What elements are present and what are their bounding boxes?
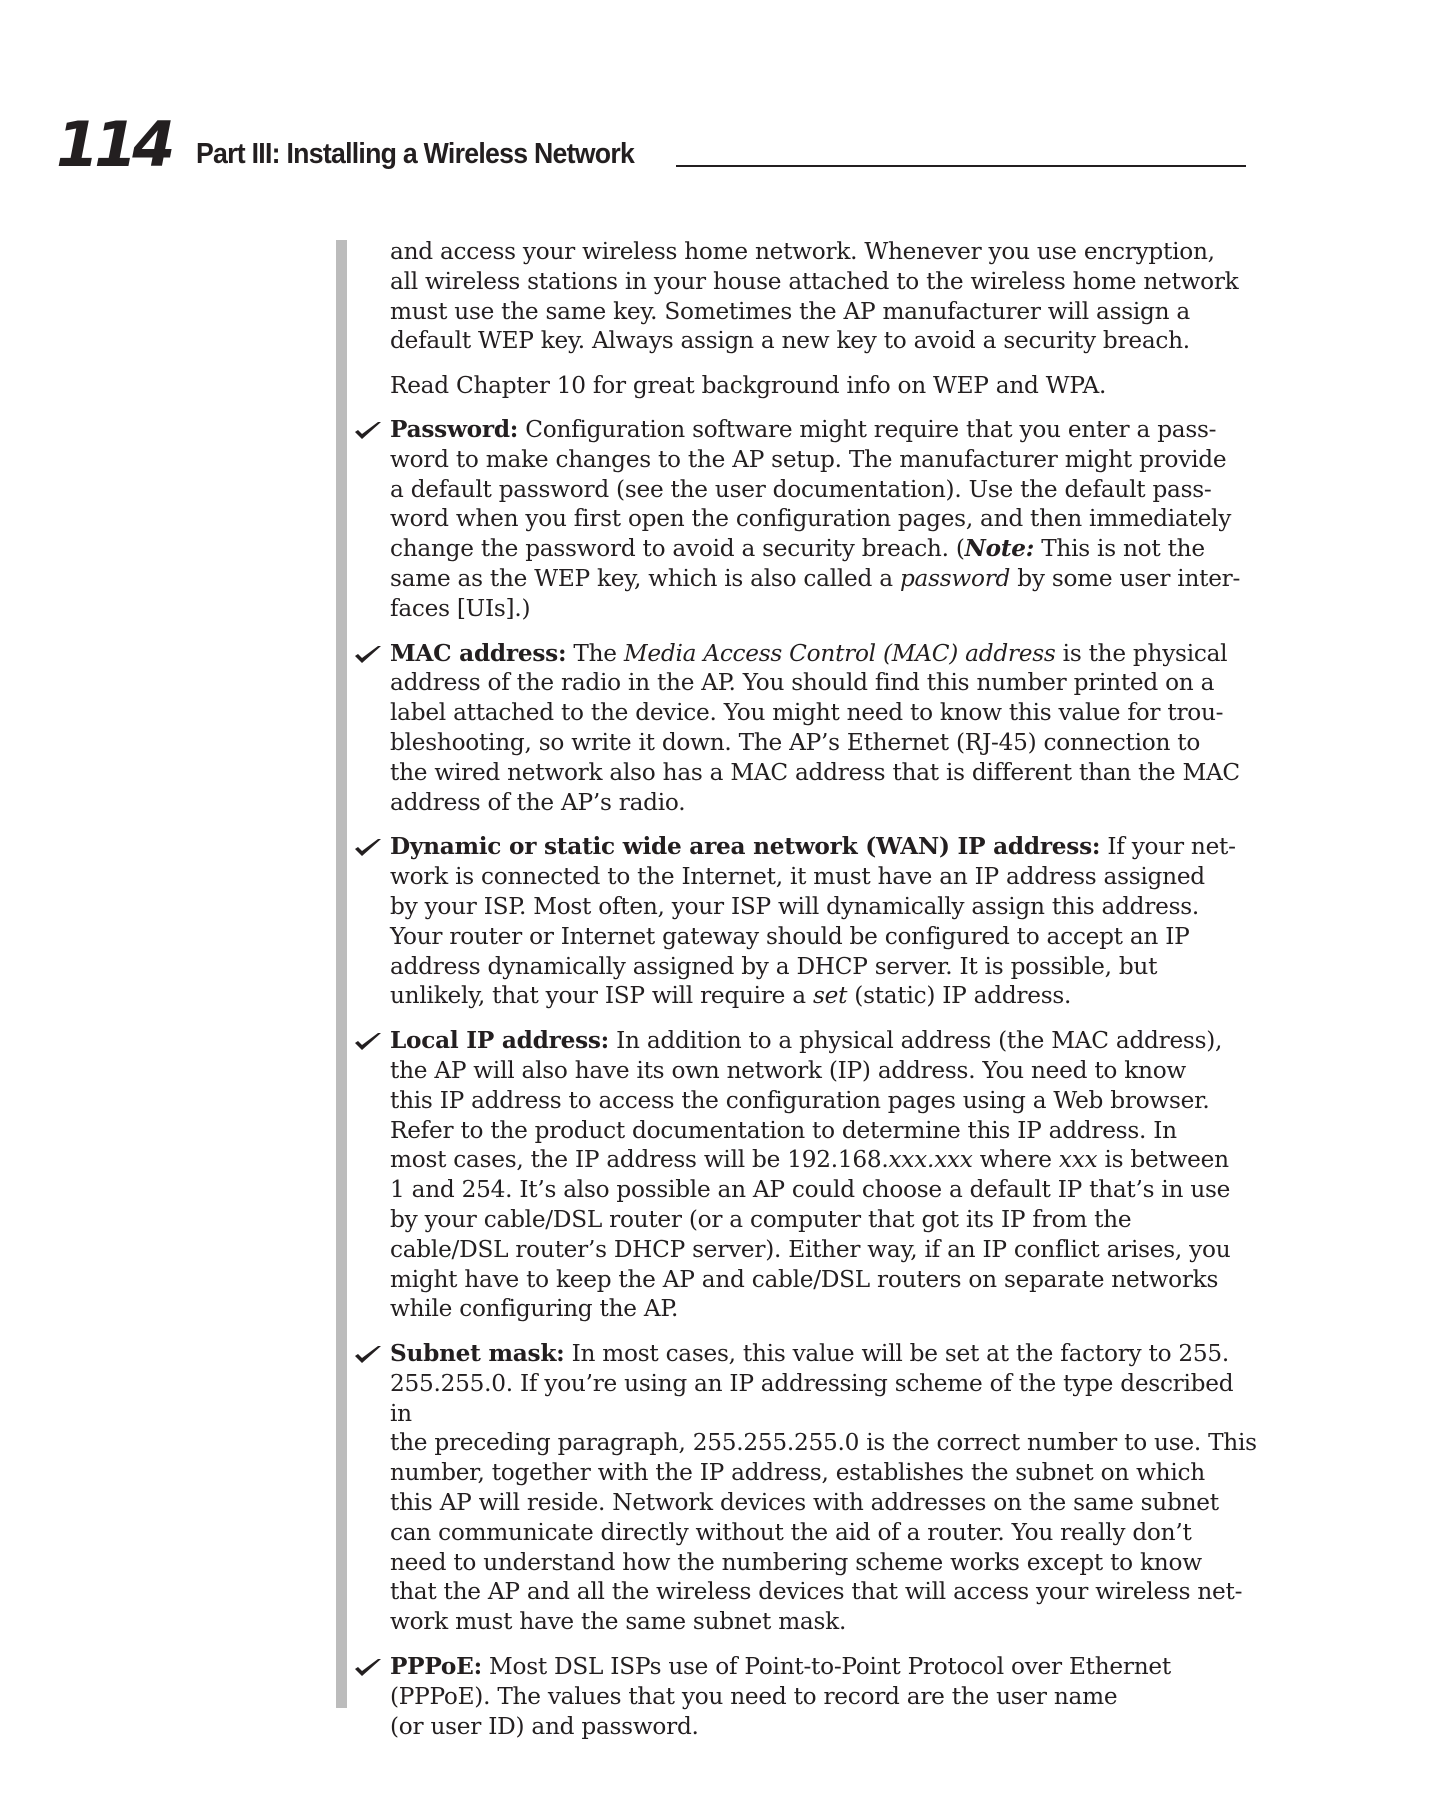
chapter-reference: Read Chapter 10 for great background info on WEP and WPA. — [390, 372, 1107, 400]
sidebar-bar — [336, 240, 347, 1708]
checkmark-icon — [354, 838, 382, 858]
checkmark-icon — [354, 1032, 382, 1052]
running-head — [196, 140, 1246, 169]
list-item-subnet-mask: Subnet mask: In most cases, this value will be set at the factory to 255. 255.255.0. If you’re using an IP addressing scheme of the type described in the preceding paragraph, 255.255.255.0 is the correct number to use. This number, together with the IP address, establishes the subnet on which this AP will reside. Network devices with addresses on the same subnet can communicate directly without the aid of a router. You really don’t need to understand how the numbering scheme works except to know that the AP and all the wireless devices that will access your wireless net- work must have the same subnet mask. — [390, 1339, 1260, 1637]
term: Subnet mask: — [390, 1340, 565, 1368]
term: Local IP address: — [390, 1027, 609, 1055]
bullet-list — [390, 415, 1260, 1741]
note-label: Note: — [964, 535, 1035, 563]
checkmark-icon — [354, 645, 382, 665]
term: Dynamic or static wide area network (WAN) IP address: — [390, 833, 1101, 861]
intro-paragraph: and access your wireless home network. Whenever you use encryption, all wireless stations in your house attached to the wireless home network must use the same key. Sometimes the AP manufacturer will assign a default WEP key. Always assign a new key to avoid a security breach. — [390, 238, 1239, 355]
list-item-pppoe: PPPoE: Most DSL ISPs use of Point-to-Point Protocol over Ethernet (PPPoE). The values that you need to record are the user name (or user ID) and password. — [390, 1652, 1260, 1741]
checkmark-icon — [354, 1345, 382, 1365]
checkmark-icon — [354, 421, 382, 441]
term: Password: — [390, 415, 519, 443]
running-head-title: Part III: Installing a Wireless Network — [196, 138, 635, 170]
list-item-mac-address: MAC address: The Media Access Control (MAC) address is the physical address of the radio in the AP. You should find this number printed on a label attached to the device. You might need to know this value for trou- bleshooting, so write it down. The AP’s Ethernet (RJ-45) connection to the wired network also has a MAC address that is different than the MAC address of the AP’s radio. — [390, 639, 1260, 818]
term: PPPoE: — [390, 1653, 482, 1681]
page-body — [390, 237, 1260, 1756]
list-item-wan-ip: Dynamic or static wide area network (WAN) IP address: If your net- work is connected to the Internet, it must have an IP address assigned by your ISP. Most often, your ISP will dynamically assign this address. Your router or Internet gateway should be configured to accept an IP address dynamically assigned by a DHCP server. It is possible, but unlikely, that your ISP will require a set (static) IP address. — [390, 832, 1260, 1011]
running-head-rule — [676, 165, 1246, 167]
checkmark-icon — [354, 1658, 382, 1678]
list-item-local-ip: Local IP address: In addition to a physical address (the MAC address), the AP will also have its own network (IP) address. You need to know this IP address to access the configuration pages using a Web browser. Refer to the product documentation to determine this IP address. In most cases, the IP address will be 192.168.xxx.xxx where xxx is between 1 and 254. It’s also possible an AP could choose a default IP that’s in use by your cable/DSL router (or a computer that got its IP from the cable/DSL router’s DHCP server). Either way, if an IP conflict arises, you might have to keep the AP and cable/DSL routers on separate networks while configuring the AP. — [390, 1026, 1260, 1324]
list-item-password: Password: Configuration software might require that you enter a pass- word to make changes to the AP setup. The manufacturer might provide a default password (see the user documentation). Use the default pass- word when you first open the configuration pages, and then immediately change the password to avoid a security breach. (Note: This is not the same as the WEP key, which is also called a password by some user inter- faces [UIs].) — [390, 415, 1260, 624]
page-number: 114 — [56, 108, 171, 181]
term: MAC address: — [390, 639, 567, 667]
